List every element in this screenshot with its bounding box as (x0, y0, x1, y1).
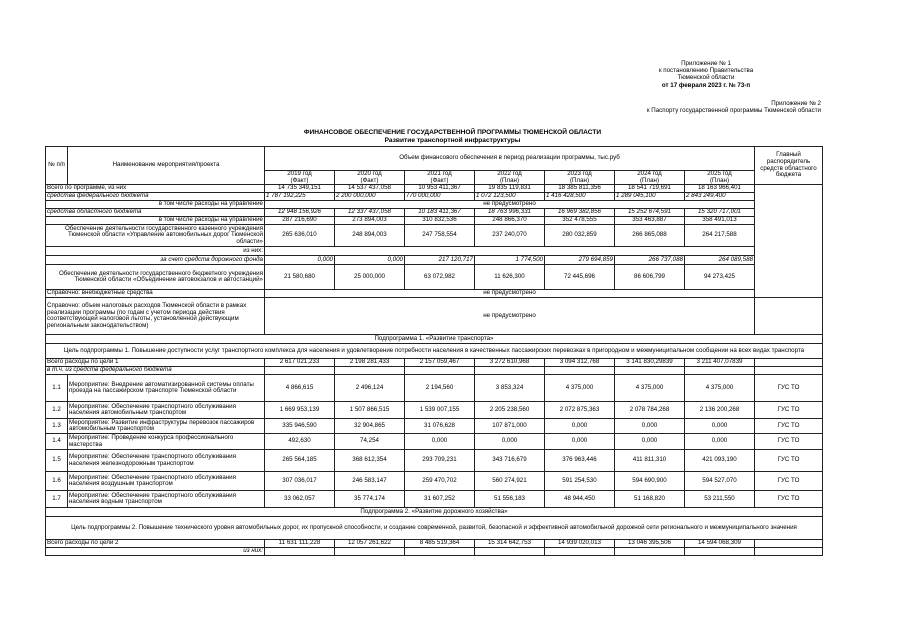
cell: 307 036,017 (265, 472, 335, 491)
cell: 2 200 000,000 (335, 193, 405, 201)
document-title (0, 129, 905, 144)
cell: 15 320 717,001 (685, 209, 755, 217)
offbudget-note: не предусмотрено (265, 290, 755, 298)
item-label: Мероприятие: Внедрение автоматизированной системы оплаты проезда на пассажирском транспорте Тюменской области (68, 375, 265, 402)
cell: 18 541 719,691 (615, 185, 685, 193)
sub1-total-label: Всего расходы по цели 1 (46, 359, 265, 367)
cell: 19 835 119,831 (475, 185, 545, 193)
table-row (46, 491, 823, 508)
year-3: 2022 год (План) (475, 171, 545, 185)
cell: 35 774,174 (335, 491, 405, 508)
regional-row (46, 209, 823, 217)
offbudget-label: Справочно: внебюджетные средства (46, 290, 265, 298)
cell: 11 626,300 (475, 265, 545, 290)
cell (405, 367, 475, 375)
sub1-title: Подпрограмма 1. «Развитие транспорта» (46, 335, 823, 344)
year-5: 2024 год (План) (615, 171, 685, 185)
table-row (46, 419, 823, 434)
gbu-label: Обеспечение деятельности государственного бюджетного учреждения Тюменской области «Объединение автовокзалов и автостанций» (46, 265, 265, 290)
cell: 2 136 200,268 (685, 402, 755, 419)
cell: 13 046 395,506 (615, 540, 685, 548)
cell: 343 716,679 (475, 450, 545, 472)
table-row (46, 450, 823, 472)
cell: 15 252 674,591 (615, 209, 685, 217)
item-label: Мероприятие: Развитие инфраструктуры перевозок пассажиров автомобильным транспортом (68, 419, 265, 434)
cell: 293 709,231 (405, 450, 475, 472)
cell (335, 548, 405, 556)
cell: 591 254,530 (545, 472, 615, 491)
cell: 1 539 007,155 (405, 402, 475, 419)
item-label: Мероприятие: Проведение конкурса профессионального мастерства (68, 434, 265, 450)
mgmt2-row (46, 217, 823, 225)
gku-row (46, 225, 823, 247)
gbu-row (46, 265, 823, 290)
item-label: Мероприятие: Обеспечение транспортного обслуживания населения автомобильным транспортом (68, 402, 265, 419)
cell (475, 548, 545, 556)
cell (335, 367, 405, 375)
cell: 2 843 249,400 (685, 193, 755, 201)
table-row (46, 402, 823, 419)
cell: 2 072 875,363 (545, 402, 615, 419)
total-label: Всего по программе, из них (46, 185, 265, 193)
cell (545, 548, 615, 556)
manager-empty (755, 298, 823, 335)
cell (755, 367, 823, 375)
cell: 15 314 642,753 (475, 540, 545, 548)
item-label: Мероприятие: Обеспечение транспортного обслуживания населения железнодорожным транспортом (68, 450, 265, 472)
taxref-label: Справочно: объем налоговых расходов Тюменской области в рамках реализации программы (по годам с учетом периода действия соответствующей налоговой льготы, установленной действующим региональным законодательством) (46, 298, 265, 335)
cell: 10 953 411,367 (405, 185, 475, 193)
roadfund-label: за счет средств дорожного фонда (46, 256, 265, 265)
cell: 72 445,696 (545, 265, 615, 290)
cell: 32 904,865 (335, 419, 405, 434)
cell (685, 548, 755, 556)
appendix-2-line1: Приложение № 2 (771, 100, 821, 107)
cell: 3 211 407,07839 (685, 359, 755, 367)
federal-row (46, 193, 823, 201)
cell: 353 463,887 (615, 217, 685, 225)
cell: 18 163 966,401 (685, 185, 755, 193)
cell: 358 491,013 (685, 217, 755, 225)
appendix-1-block (591, 60, 821, 89)
sub1-incl-label: в т.ч. из средств федерального бюджета (46, 367, 265, 375)
mgmt2-label: в том числе расходы на управление (46, 217, 265, 225)
cell: 4 375,000 (615, 375, 685, 402)
roadfund-row (46, 256, 823, 265)
sub2-ofthem-row (46, 548, 823, 556)
cell: 280 032,859 (545, 225, 615, 247)
cell: 352 478,555 (545, 217, 615, 225)
appendix-1-line3: Тюменской области (677, 74, 735, 82)
sub1-total-row (46, 359, 823, 367)
appendix-1-line2: к постановлению Правительства (658, 67, 754, 75)
cell: 48 944,450 (545, 491, 615, 508)
cell: 1 416 428,500 (545, 193, 615, 201)
cell: 310 832,536 (405, 217, 475, 225)
item-manager: ГУС ТО (755, 491, 823, 508)
cell: 421 093,190 (685, 450, 755, 472)
year-2: 2021 год (Факт) (405, 171, 475, 185)
appendix-2-line2: к Паспорту государственной программы Тюменской области (646, 107, 821, 115)
ofthem-label: из них: (46, 247, 265, 256)
appendix-1-line1: Приложение № 1 (681, 60, 731, 67)
cell: 53 211,550 (685, 491, 755, 508)
cell: 368 612,354 (335, 450, 405, 472)
cell: 33 062,057 (265, 491, 335, 508)
cell: 264 089,588 (685, 256, 755, 265)
cell: 247 758,554 (405, 225, 475, 247)
cell: 2 617 021,233 (265, 359, 335, 367)
cell: 94 273,425 (685, 265, 755, 290)
cell: 770 000,000 (405, 193, 475, 201)
cell: 0,000 (615, 419, 685, 434)
cell: 51 168,820 (615, 491, 685, 508)
cell: 0,000 (405, 434, 475, 450)
cell: 248 866,370 (475, 217, 545, 225)
sub2-title-row (46, 508, 823, 517)
item-manager: ГУС ТО (755, 472, 823, 491)
cell: 0,000 (335, 256, 405, 265)
sub2-total-label: Всего расходы по цели 2 (46, 540, 265, 548)
cell: 3 272 610,968 (475, 359, 545, 367)
item-num: 1.5 (46, 450, 68, 472)
cell: 248 894,003 (335, 225, 405, 247)
item-manager: ГУС ТО (755, 434, 823, 450)
cell: 237 240,070 (475, 225, 545, 247)
cell: 594 527,070 (685, 472, 755, 491)
cell: 217 120,717 (405, 256, 475, 265)
cell (615, 367, 685, 375)
cell: 2 157 059,467 (405, 359, 475, 367)
manager-empty (755, 185, 823, 298)
cell: 0,000 (685, 434, 755, 450)
cell: 74,254 (335, 434, 405, 450)
cell: 265 636,010 (265, 225, 335, 247)
item-num: 1.4 (46, 434, 68, 450)
col-name: Наименование мероприятия/проекта (68, 147, 265, 185)
finance-table (45, 146, 823, 556)
year-0: 2019 год (Факт) (265, 171, 335, 185)
item-manager: ГУС ТО (755, 402, 823, 419)
year-4: 2023 год (План) (545, 171, 615, 185)
table-row (46, 375, 823, 402)
sub1-goal-row (46, 344, 823, 359)
sub2-ofthem-label: из них: (46, 548, 265, 556)
cell: 14 735 349,151 (265, 185, 335, 193)
cell: 4 375,000 (545, 375, 615, 402)
manager-empty (755, 540, 823, 548)
ofthem-empty (265, 247, 755, 256)
cell: 12 057 261,622 (335, 540, 405, 548)
mgmt1-label: в том числе расходы на управление (46, 201, 265, 209)
cell: 18 385 811,356 (545, 185, 615, 193)
item-num: 1.2 (46, 402, 68, 419)
item-num: 1.6 (46, 472, 68, 491)
cell: 2 194,560 (405, 375, 475, 402)
title-line2: Развитие транспортной инфраструктуры (384, 136, 521, 144)
sub1-incl-row (46, 367, 823, 375)
regional-label: средства областного бюджета (46, 209, 265, 217)
cell (265, 367, 335, 375)
cell: 10 183 411,367 (405, 209, 475, 217)
item-num: 1.3 (46, 419, 68, 434)
cell: 0,000 (545, 434, 615, 450)
cell: 4 866,615 (265, 375, 335, 402)
cell: 1 072 123,500 (475, 193, 545, 201)
cell: 1 289 045,100 (615, 193, 685, 201)
cell: 0,000 (685, 419, 755, 434)
offbudget-row (46, 290, 823, 298)
cell: 18 763 996,331 (475, 209, 545, 217)
cell: 63 072,982 (405, 265, 475, 290)
mgmt1-note: не предусмотрено (265, 201, 755, 209)
cell: 279 694,859 (545, 256, 615, 265)
cell: 1 787 192,225 (265, 193, 335, 201)
cell: 1 507 866,515 (335, 402, 405, 419)
cell: 12 337 437,058 (335, 209, 405, 217)
item-manager: ГУС ТО (755, 450, 823, 472)
item-manager: ГУС ТО (755, 375, 823, 402)
cell (545, 367, 615, 375)
cell: 411 811,310 (615, 450, 685, 472)
cell: 14 537 437,058 (335, 185, 405, 193)
manager-empty (755, 359, 823, 367)
item-label: Мероприятие: Обеспечение транспортного обслуживания населения воздушным транспортом (68, 472, 265, 491)
item-manager: ГУС ТО (755, 419, 823, 434)
item-num: 1.1 (46, 375, 68, 402)
cell: 259 470,702 (405, 472, 475, 491)
sub2-total-row (46, 540, 823, 548)
cell: 266 737,088 (615, 256, 685, 265)
col-manager: Главный распорядитель средств областного бюджета (755, 147, 823, 185)
cell: 25 000,000 (335, 265, 405, 290)
year-1: 2020 год (Факт) (335, 171, 405, 185)
table-row (46, 434, 823, 450)
cell: 0,000 (265, 256, 335, 265)
cell: 4 375,000 (685, 375, 755, 402)
cell: 31 076,628 (405, 419, 475, 434)
cell (755, 548, 823, 556)
cell: 2 205 238,560 (475, 402, 545, 419)
cell: 14 939 020,013 (545, 540, 615, 548)
sub2-goal: Цель подпрограммы 2. Повышение технического уровня автомобильных дорог, их пропускной способности, и создание современной, развитой, безопасной и эффективной автомобильной дорожной сети регионального и межмуниципального значения (46, 517, 823, 540)
cell: 3 141 830,29839 (615, 359, 685, 367)
header-row (46, 147, 823, 171)
cell (405, 548, 475, 556)
item-num: 1.7 (46, 491, 68, 508)
table-row (46, 472, 823, 491)
cell: 264 217,588 (685, 225, 755, 247)
cell (615, 548, 685, 556)
cell: 246 583,147 (335, 472, 405, 491)
cell: 0,000 (615, 434, 685, 450)
item-label: Мероприятие: Обеспечение транспортного обслуживания населения водным транспортом (68, 491, 265, 508)
ofthem-row (46, 247, 823, 256)
cell: 86 606,799 (615, 265, 685, 290)
cell: 335 946,590 (265, 419, 335, 434)
cell: 1 669 953,139 (265, 402, 335, 419)
cell: 51 556,183 (475, 491, 545, 508)
cell: 266 865,088 (615, 225, 685, 247)
cell (265, 548, 335, 556)
col-num: № п/п (46, 147, 68, 185)
taxref-row (46, 298, 823, 335)
cell: 2 496,124 (335, 375, 405, 402)
cell: 287 216,690 (265, 217, 335, 225)
cell: 265 564,185 (265, 450, 335, 472)
cell: 107 871,000 (475, 419, 545, 434)
cell: 16 969 382,856 (545, 209, 615, 217)
sub2-goal-row (46, 517, 823, 540)
sub1-title-row (46, 335, 823, 344)
year-6: 2025 год (План) (685, 171, 755, 185)
cell: 560 274,921 (475, 472, 545, 491)
sub2-title: Подпрограмма 2. «Развитие дорожного хозяйства» (46, 508, 823, 517)
cell: 8 485 519,364 (405, 540, 475, 548)
cell (475, 367, 545, 375)
cell: 11 631 111,228 (265, 540, 335, 548)
sub1-goal: Цель подпрограммы 1. Повышение доступности услуг транспортного комплекса для населения и удовлетворение потребности населения в качественных пассажирских перевозках в пригородном и межмуниципальном сообщении на всех видах транспорта (46, 344, 823, 359)
cell: 0,000 (475, 434, 545, 450)
taxref-note: не предусмотрено (265, 298, 755, 335)
col-volume: Объем финансового обеспечения в период реализации программы, тыс.руб (265, 147, 755, 171)
total-row (46, 185, 823, 193)
cell: 0,000 (545, 419, 615, 434)
appendix-2-block (521, 100, 821, 114)
cell: 3 094 312,768 (545, 359, 615, 367)
cell: 376 963,446 (545, 450, 615, 472)
cell: 2 078 784,268 (615, 402, 685, 419)
mgmt1-row (46, 201, 823, 209)
cell: 273 894,003 (335, 217, 405, 225)
cell: 12 948 156,926 (265, 209, 335, 217)
cell: 1 774,500 (475, 256, 545, 265)
appendix-1-date: от 17 февраля 2023 г. № 73-п (661, 81, 751, 89)
cell: 492,630 (265, 434, 335, 450)
gku-label: Обеспечение деятельности государственного казенного учреждения Тюменской области «Управление автомобильных дорог Тюменской области» (46, 225, 265, 247)
cell: 2 198 281,433 (335, 359, 405, 367)
cell (685, 367, 755, 375)
title-line1: ФИНАНСОВОЕ ОБЕСПЕЧЕНИЕ ГОСУДАРСТВЕННОЙ ПРОГРАММЫ ТЮМЕНСКОЙ ОБЛАСТИ (303, 129, 602, 136)
cell: 21 580,680 (265, 265, 335, 290)
federal-label: средства федерального бюджета (46, 193, 265, 201)
cell: 3 853,324 (475, 375, 545, 402)
cell: 14 594 068,309 (685, 540, 755, 548)
cell: 594 690,900 (615, 472, 685, 491)
cell: 31 607,252 (405, 491, 475, 508)
